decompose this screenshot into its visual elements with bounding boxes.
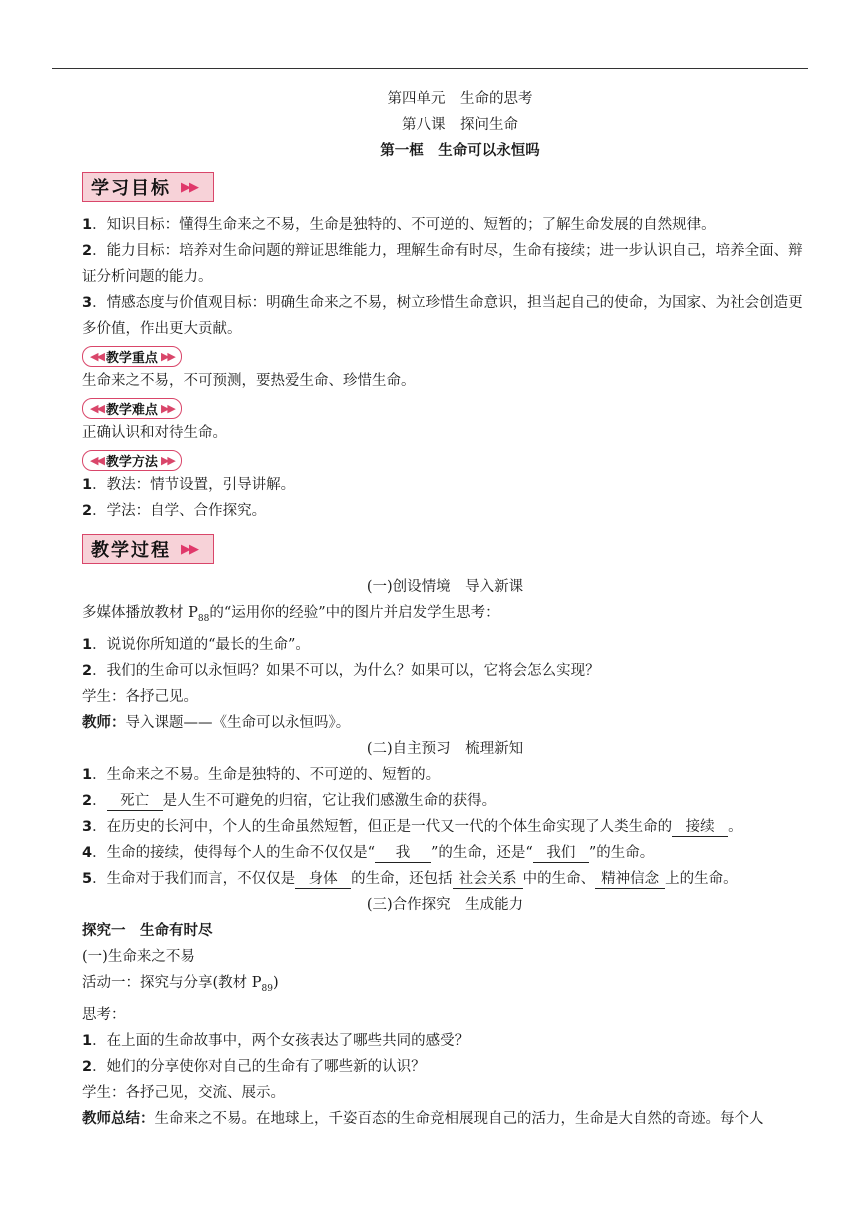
preview-item: 2． 死亡 是人生不可避免的归宿，它让我们感激生命的获得。 — [82, 792, 497, 809]
section-title: (三)合作探究 生成能力 — [366, 896, 524, 913]
process-banner-label: 教学过程 — [91, 540, 171, 561]
double-arrow-icon: ▶▶ — [181, 179, 197, 195]
section-title: (二)自主预习 梳理新知 — [366, 740, 524, 757]
key-point-text: 生命来之不易，不可预测，要热爱生命、珍惜生命。 — [82, 373, 416, 389]
difficulty-label: ◀◀ 教学难点 ▶▶ — [82, 398, 182, 419]
preview-item: 5．生命对于我们而言，不仅仅是 身体 的生命，还包括 社会关系 中的生命、 精神信念 上的生命。 — [82, 870, 738, 887]
double-right-arrow-icon: ▶▶ — [160, 454, 174, 467]
method-label: ◀◀ 教学方法 ▶▶ — [82, 450, 182, 471]
double-left-arrow-icon: ◀◀ — [90, 402, 103, 415]
student-response: 学生：各抒己见，交流、展示。 — [82, 1084, 285, 1101]
double-arrow-icon: ▶▶ — [181, 541, 197, 557]
double-left-arrow-icon: ◀◀ — [90, 350, 103, 363]
section-title: (一)创设情境 导入新课 — [366, 579, 524, 595]
section-intro: 多媒体播放教材 $P_{88}$的“运用你的经验”中的图片并启发学生思考： — [82, 605, 500, 624]
objective-item: 1．知识目标：懂得生命来之不易，生命是独特的、不可逆的、短暂的；了解生命发展的自然规律。 — [82, 217, 716, 233]
blank-fill: 身体 — [295, 870, 351, 889]
think-item: 1．在上面的生命故事中，两个女孩表达了哪些共同的感受？ — [82, 1032, 470, 1049]
blank-fill: 我 — [375, 844, 431, 863]
preview-item: 4．生命的接续，使得每个人的生命不仅仅是“ 我 ”的生命，还是“ 我们 ”的生命。 — [82, 844, 655, 861]
blank-fill: 社会关系 — [453, 870, 523, 889]
objective-item: 2．能力目标：培养对生命问题的辩证思维能力，理解生命有时尽，生命有接续；进一步认识自己，培养全面、辩证分析问题的能力。 — [82, 243, 803, 285]
objectives-banner — [82, 172, 808, 206]
method-item: 2．学法：自学、合作探究。 — [82, 503, 267, 519]
explore-heading: 探究一 生命有时尽 — [82, 922, 213, 939]
difficulty-text: 正确认识和对待生命。 — [82, 425, 227, 441]
frame-title: 第一框 生命可以永恒吗 — [380, 143, 540, 159]
think-item: 2．她们的分享使你对自己的生命有了哪些新的认识？ — [82, 1058, 426, 1075]
double-right-arrow-icon: ▶▶ — [160, 402, 174, 415]
double-left-arrow-icon: ◀◀ — [90, 454, 103, 467]
activity-line: 活动一：探究与分享(教材 $P_{89}$) — [82, 974, 279, 994]
question-item: 2．我们的生命可以永恒吗？如果不可以，为什么？如果可以，它将会怎么实现？ — [82, 662, 600, 679]
method-item: 1．教法：情节设置，引导讲解。 — [82, 477, 296, 493]
blank-fill: 精神信念 — [595, 870, 665, 889]
preview-item: 1．生命来之不易。生命是独特的、不可逆的、短暂的。 — [82, 766, 441, 783]
double-right-arrow-icon: ▶▶ — [160, 350, 174, 363]
preview-item: 3．在历史的长河中，个人的生命虽然短暂，但正是一代又一代的个体生命实现了人类生命的 接续 。 — [82, 818, 743, 835]
question-item: 1．说说你所知道的“最长的生命”。 — [82, 636, 310, 653]
lesson-title: 第八课 探问生命 — [402, 117, 518, 133]
blank-fill: 我们 — [533, 844, 589, 863]
header-rule — [52, 68, 808, 69]
document-page — [82, 86, 808, 1132]
objectives-banner-label: 学习目标 — [91, 178, 171, 199]
unit-title: 第四单元 生命的思考 — [387, 91, 533, 107]
key-point-label: ◀◀ 教学重点 ▶▶ — [82, 346, 182, 367]
think-label: 思考： — [82, 1006, 126, 1023]
teacher-response: 教师：导入课题——《生命可以永恒吗》。 — [82, 714, 351, 731]
process-banner — [82, 534, 808, 568]
teacher-summary: 教师总结：生命来之不易。在地球上，千姿百态的生命竞相展现自己的活力，生命是大自然的奇迹。每个人 — [82, 1110, 764, 1127]
blank-fill: 接续 — [672, 818, 728, 837]
student-response: 学生：各抒己见。 — [82, 688, 198, 705]
blank-fill: 死亡 — [107, 792, 163, 811]
objective-item: 3．情感态度与价值观目标：明确生命来之不易，树立珍惜生命意识，担当起自己的使命，为国家、为社会创造更多价值，作出更大贡献。 — [82, 295, 803, 337]
sub-heading: (一)生命来之不易 — [82, 948, 195, 965]
